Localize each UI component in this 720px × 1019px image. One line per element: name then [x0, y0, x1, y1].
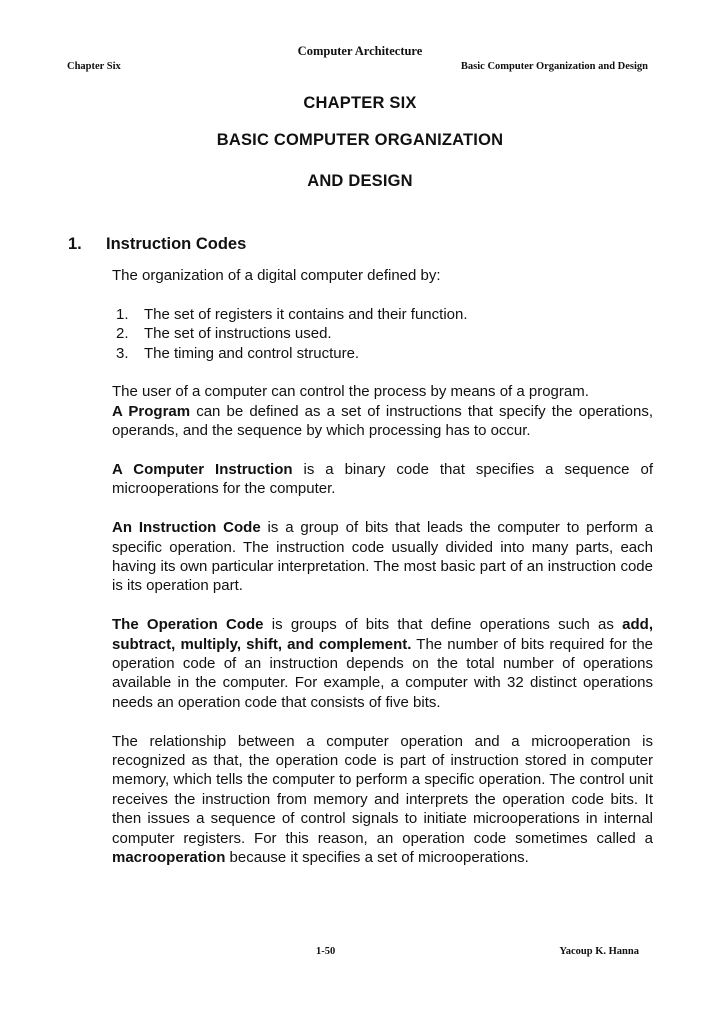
- term-operation-code: The Operation Code: [112, 616, 264, 634]
- author-name: Yacoup K. Hanna: [559, 946, 639, 957]
- body-text: [112, 266, 653, 868]
- intro-paragraph: The organization of a digital computer defined by:: [112, 267, 441, 284]
- instruction-code-paragraph: An Instruction Code is a group of bits that leads the computer to perform a specific operation. The instruction code usually divided into many parts, each having its own particular interpretation. The most basic part of an instruction code is its operation part.: [112, 519, 653, 595]
- section-number: 1.: [68, 235, 82, 253]
- computer-instruction-paragraph: A Computer Instruction is a binary code that specifies a sequence of microoperations for the computer.: [112, 461, 653, 498]
- running-header-topic: Basic Computer Organization and Design: [460, 61, 648, 72]
- operation-code-paragraph: The Operation Code is groups of bits that define operations such as add, subtract, multiply, shift, and complement. The number of bits required for the operation code of an instruction depends on the total number of operations available in the computer. For example, a computer with 32 distinct operations needs an operation code that consists of five bits.: [112, 616, 654, 711]
- chapter-number-heading: CHAPTER SIX: [303, 94, 417, 112]
- term-computer-instruction: A Computer Instruction: [112, 461, 293, 479]
- term-program: A Program: [112, 402, 191, 420]
- term-operations-list: add, subtract, multiply, shift, and complement.: [112, 616, 653, 653]
- organization-list: [116, 305, 653, 363]
- running-header-title: Computer Architecture: [297, 44, 423, 58]
- section-heading: [68, 235, 246, 254]
- page-number: 1-50: [316, 946, 336, 957]
- program-paragraph: The user of a computer can control the process by means of a program. A Program can be defined as a set of instructions that specify the operations, operands, and the sequence by which processing has to occur.: [112, 383, 653, 440]
- chapter-title-line-1: BASIC COMPUTER ORGANIZATION: [216, 131, 504, 149]
- macrooperation-paragraph: The relationship between a computer operation and a microoperation is recognized as that, the operation code is part of instruction stored in computer memory, which tells the computer to perform a specific operation. The control unit receives the instruction from memory and interprets the operation code bits. It then issues a sequence of control signals to initiate microoperations in internal computer registers. For this reason, an operation code sometimes called a macrooperation because it specifies a set of microoperations.: [112, 732, 653, 867]
- running-header-chapter: Chapter Six: [67, 61, 121, 72]
- list-item: 2. The set of instructions used.: [116, 325, 332, 343]
- term-instruction-code: An Instruction Code: [112, 519, 261, 537]
- list-item: 3. The timing and control structure.: [116, 344, 360, 362]
- term-macrooperation: macrooperation: [112, 849, 226, 867]
- list-item: 1. The set of registers it contains and their function.: [116, 305, 468, 323]
- chapter-title-line-2: AND DESIGN: [307, 172, 413, 190]
- section-title: Instruction Codes: [106, 235, 247, 253]
